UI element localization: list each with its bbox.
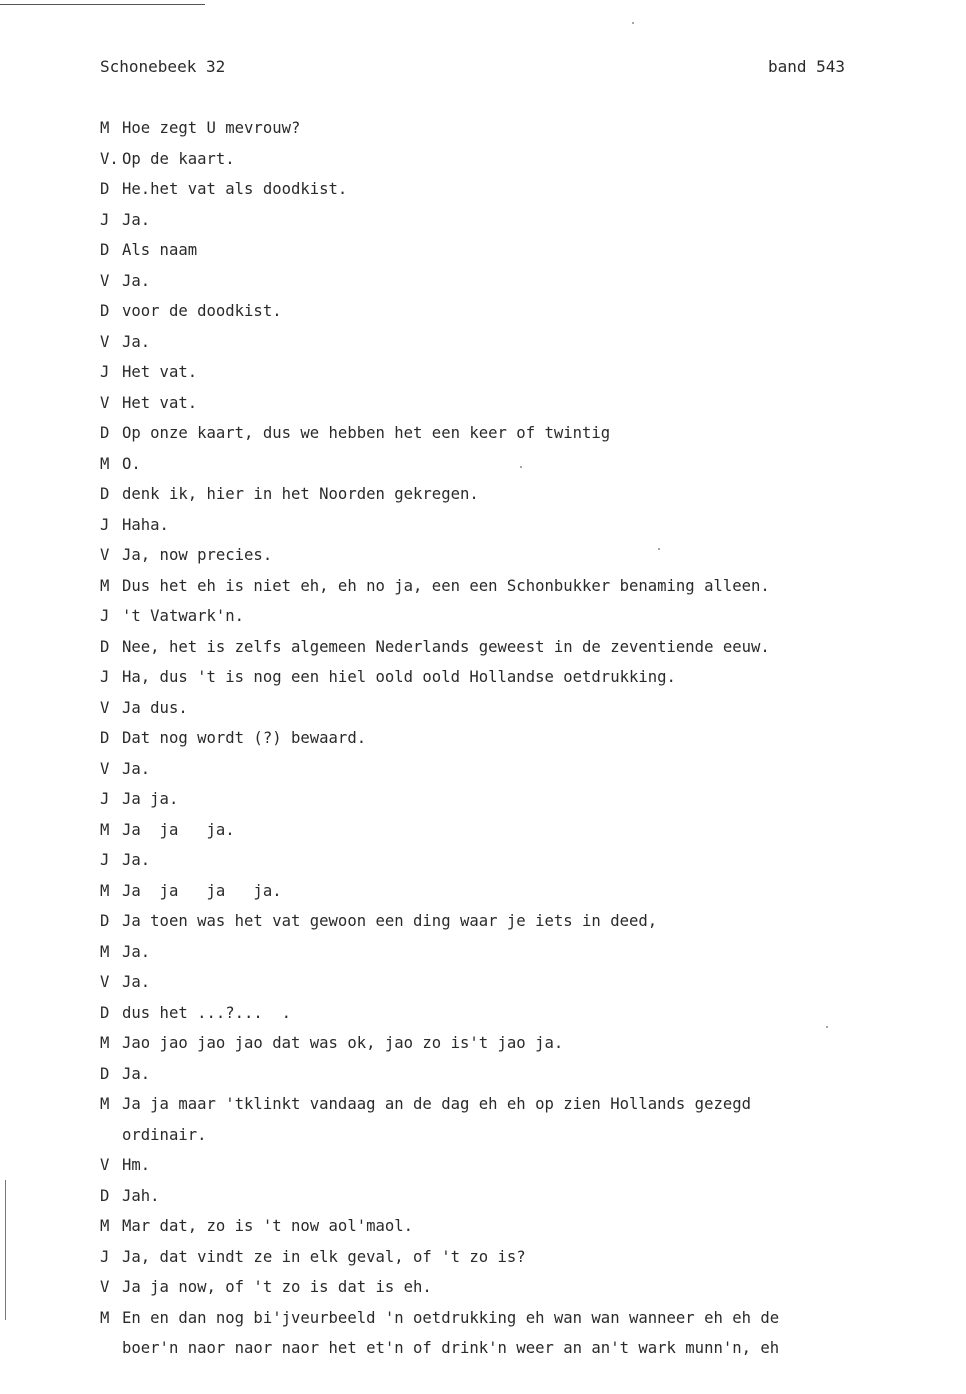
utterance-text: Haha. bbox=[122, 515, 169, 534]
speaker-label: J bbox=[100, 363, 110, 381]
transcript-line bbox=[100, 789, 900, 820]
transcript-line bbox=[100, 545, 900, 576]
page-header-band-number: band 543 bbox=[768, 57, 846, 76]
utterance-text: Ja ja maar 'tklinkt vandaag an de dag eh eh op zien Hollands gezegd bbox=[122, 1095, 752, 1113]
speaker-label: D bbox=[100, 302, 110, 320]
utterance-text: ordinair. bbox=[122, 1125, 207, 1144]
utterance-text: Ja. bbox=[122, 210, 151, 229]
speaker-label: J bbox=[100, 1247, 110, 1266]
speaker-label: M bbox=[100, 1034, 110, 1052]
speaker-label: J bbox=[100, 851, 110, 869]
transcript-line bbox=[100, 454, 900, 485]
speaker-label: J bbox=[100, 668, 110, 686]
utterance-text: boer'n naor naor naor het et'n of drink'n weer an an't wark munn'n, eh bbox=[122, 1339, 780, 1357]
speaker-label: M bbox=[100, 1217, 110, 1235]
top-rule bbox=[0, 4, 205, 5]
utterance-text: Ja. bbox=[122, 942, 151, 961]
speaker-label: V bbox=[100, 271, 110, 290]
utterance-text: Mar dat, zo is 't now aol'maol. bbox=[122, 1217, 414, 1235]
scan-speck bbox=[826, 1026, 828, 1028]
transcript-line bbox=[100, 1125, 900, 1156]
utterance-text: Ja, now precies. bbox=[122, 546, 273, 564]
speaker-label: D bbox=[100, 1064, 110, 1083]
transcript-line bbox=[100, 942, 900, 973]
speaker-label: M bbox=[100, 1308, 110, 1327]
utterance-text: denk ik, hier in het Noorden gekregen. bbox=[122, 485, 479, 503]
speaker-label: D bbox=[100, 241, 110, 259]
transcript-line bbox=[100, 606, 900, 637]
transcript-line bbox=[100, 972, 900, 1003]
transcript-line bbox=[100, 1094, 900, 1125]
margin-mark bbox=[5, 1180, 6, 1320]
speaker-label: V bbox=[100, 759, 110, 778]
transcript-line bbox=[100, 1247, 900, 1278]
transcript-line bbox=[100, 637, 900, 668]
utterance-text: Jao jao jao jao dat was ok, jao zo is't jao ja. bbox=[122, 1034, 564, 1052]
speaker-label: D bbox=[100, 637, 110, 656]
scan-speck bbox=[658, 548, 660, 550]
transcript-body bbox=[100, 118, 900, 1369]
speaker-label: M bbox=[100, 454, 110, 473]
utterance-text: Het vat. bbox=[122, 393, 198, 412]
transcript-line bbox=[100, 210, 900, 241]
utterance-text: Ja ja now, of 't zo is dat is eh. bbox=[122, 1278, 432, 1296]
transcript-line bbox=[100, 1338, 900, 1369]
utterance-text: Dus het eh is niet eh, eh no ja, een een Schonbukker benaming alleen. bbox=[122, 576, 770, 595]
transcript-line bbox=[100, 301, 900, 332]
utterance-text: En en dan nog bi'jveurbeeld 'n oetdrukking eh wan wan wanneer eh eh de bbox=[122, 1308, 780, 1327]
transcript-line bbox=[100, 1216, 900, 1247]
speaker-label: J bbox=[100, 607, 110, 625]
utterance-text: Ja. bbox=[122, 271, 151, 290]
utterance-text: Ja. bbox=[122, 759, 151, 778]
utterance-text: Ja. bbox=[122, 1064, 151, 1083]
transcript-line bbox=[100, 728, 900, 759]
transcript-line bbox=[100, 1033, 900, 1064]
speaker-label: V bbox=[100, 973, 110, 991]
transcript-line bbox=[100, 1064, 900, 1095]
scan-speck bbox=[632, 22, 634, 24]
utterance-text: 't Vatwark'n. bbox=[122, 607, 245, 625]
utterance-text: Ja. bbox=[122, 851, 151, 869]
transcript-line bbox=[100, 484, 900, 515]
speaker-label: D bbox=[100, 424, 110, 442]
transcript-line bbox=[100, 1155, 900, 1186]
utterance-text: Ha, dus 't is nog een hiel oold oold Hollandse oetdrukking. bbox=[122, 668, 676, 686]
speaker-label: J bbox=[100, 515, 110, 534]
scan-speck bbox=[520, 466, 522, 468]
transcript-line bbox=[100, 1186, 900, 1217]
speaker-label: J bbox=[100, 210, 110, 229]
transcript-line bbox=[100, 1308, 900, 1339]
speaker-label: D bbox=[100, 485, 110, 503]
transcript-line bbox=[100, 362, 900, 393]
transcript-line bbox=[100, 881, 900, 912]
speaker-label: V bbox=[100, 332, 110, 351]
speaker-label: D bbox=[100, 1003, 110, 1022]
utterance-text: Ja dus. bbox=[122, 698, 188, 717]
speaker-label: M bbox=[100, 820, 110, 839]
utterance-text: Het vat. bbox=[122, 363, 198, 381]
transcript-line bbox=[100, 149, 900, 180]
speaker-label: D bbox=[100, 729, 110, 747]
utterance-text: Als naam bbox=[122, 241, 198, 259]
utterance-text: Ja. bbox=[122, 332, 151, 351]
transcript-line bbox=[100, 911, 900, 942]
utterance-text: Ja, dat vindt ze in elk geval, of 't zo is? bbox=[122, 1247, 526, 1266]
utterance-text: O. bbox=[122, 454, 141, 473]
speaker-label: M bbox=[100, 576, 110, 595]
utterance-text: Ja ja. bbox=[122, 790, 179, 808]
utterance-text: dus het ...?... . bbox=[122, 1003, 291, 1022]
transcript-line bbox=[100, 1277, 900, 1308]
transcript-line bbox=[100, 240, 900, 271]
speaker-label: V bbox=[100, 1278, 110, 1296]
utterance-text: Hm. bbox=[122, 1156, 151, 1174]
transcript-line bbox=[100, 118, 900, 149]
speaker-label: M bbox=[100, 119, 110, 137]
speaker-label: V bbox=[100, 1156, 110, 1174]
utterance-text: Dat nog wordt (?) bewaard. bbox=[122, 729, 367, 747]
speaker-label: D bbox=[100, 180, 110, 198]
utterance-text: He.het vat als doodkist. bbox=[122, 180, 348, 198]
utterance-text: Ja ja ja. bbox=[122, 820, 235, 839]
transcript-line bbox=[100, 179, 900, 210]
utterance-text: Nee, het is zelfs algemeen Nederlands geweest in de zeventiende eeuw. bbox=[122, 637, 770, 656]
speaker-label: V. bbox=[100, 149, 119, 168]
speaker-label: D bbox=[100, 1186, 110, 1205]
transcript-line bbox=[100, 1003, 900, 1034]
transcript-line bbox=[100, 271, 900, 302]
transcript-line bbox=[100, 423, 900, 454]
utterance-text: Hoe zegt U mevrouw? bbox=[122, 119, 301, 137]
utterance-text: Ja. bbox=[122, 973, 151, 991]
transcript-line bbox=[100, 332, 900, 363]
utterance-text: voor de doodkist. bbox=[122, 302, 282, 320]
transcript-line bbox=[100, 820, 900, 851]
transcript-line bbox=[100, 576, 900, 607]
speaker-label: M bbox=[100, 942, 110, 961]
transcript-line bbox=[100, 698, 900, 729]
transcript-line bbox=[100, 850, 900, 881]
utterance-text: Op onze kaart, dus we hebben het een keer of twintig bbox=[122, 424, 611, 442]
speaker-label: V bbox=[100, 546, 110, 564]
speaker-label: M bbox=[100, 1095, 110, 1113]
speaker-label: V bbox=[100, 698, 110, 717]
utterance-text: Ja ja ja ja. bbox=[122, 881, 282, 900]
page-header-title: Schonebeek 32 bbox=[100, 57, 226, 76]
speaker-label: M bbox=[100, 881, 110, 900]
utterance-text: Op de kaart. bbox=[122, 149, 235, 168]
transcript-line bbox=[100, 667, 900, 698]
utterance-text: Jah. bbox=[122, 1186, 160, 1205]
transcript-line bbox=[100, 515, 900, 546]
speaker-label: J bbox=[100, 790, 110, 808]
transcript-line bbox=[100, 759, 900, 790]
transcript-line bbox=[100, 393, 900, 424]
utterance-text: Ja toen was het vat gewoon een ding waar je iets in deed, bbox=[122, 912, 658, 930]
speaker-label: V bbox=[100, 393, 110, 412]
speaker-label: D bbox=[100, 912, 110, 930]
